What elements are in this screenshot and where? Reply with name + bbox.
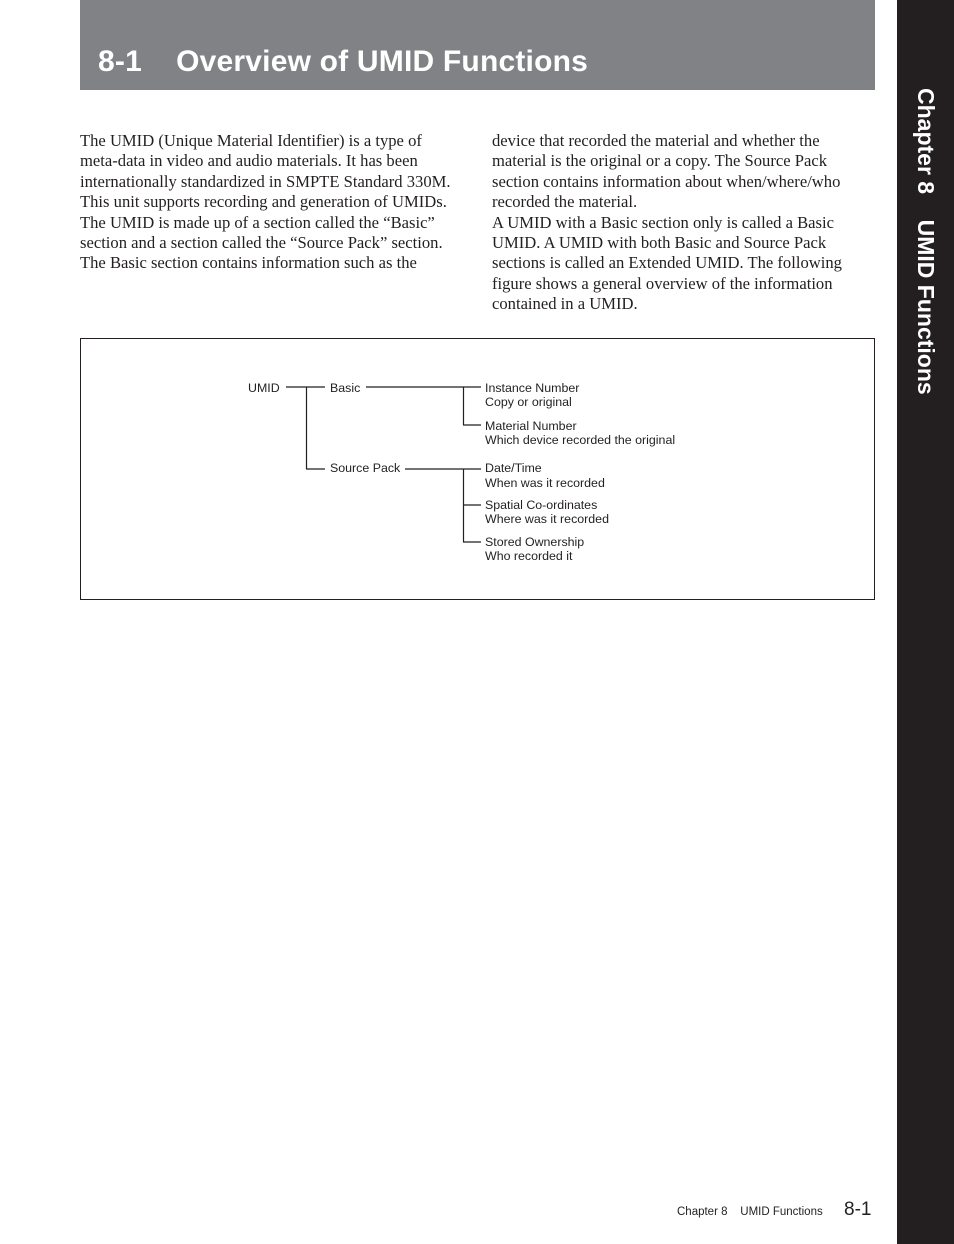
umid-tree-diagram (81, 339, 874, 599)
body-paragraph: The UMID is made up of a section called the “Basic” section and a section called the “Source Pack” section. The Basic section contains information such as the (80, 212, 443, 273)
item-title: Stored Ownership (485, 535, 585, 549)
body-paragraph: The UMID (Unique Material Identifier) is a type of meta-data in video and audio materials. It has been internationally standardized in SMPTE Standard 330M. This unit supports recording and generation of UMIDs. (80, 131, 451, 212)
umid-structure-figure (80, 338, 875, 600)
item-title: Instance Number (485, 381, 580, 395)
item-title: Date/Time (485, 461, 542, 475)
node-basic: Basic (330, 381, 361, 395)
chapter-tab-label: Chapter 8 UMID Functions (913, 88, 939, 395)
node-umid: UMID (248, 381, 280, 395)
item-description: Which device recorded the original (485, 433, 676, 447)
section-title: 8-1 Overview of UMID Functions (98, 45, 589, 78)
item-title: Material Number (485, 419, 577, 433)
item-title: Spatial Co-ordinates (485, 498, 598, 512)
section-header-bar (80, 0, 875, 90)
item-description: Where was it recorded (485, 512, 609, 526)
body-paragraph: A UMID with a Basic section only is called a Basic UMID. A UMID with both Basic and Source Pack sections is called an Extended UMID. The following figure shows a general overview of the information contained in a UMID. (492, 212, 842, 314)
body-column-left (80, 131, 462, 274)
item-description: When was it recorded (485, 476, 605, 490)
body-paragraph: device that recorded the material and whether the material is the original or a copy. The Source Pack section contains information about when/where/who recorded the material. (492, 131, 841, 212)
body-column-right (492, 131, 874, 315)
item-description: Copy or original (485, 395, 572, 409)
chapter-side-tab (897, 0, 954, 1244)
node-source-pack: Source Pack (330, 461, 401, 475)
page-number: 8-1 (844, 1199, 872, 1220)
item-description: Who recorded it (485, 549, 573, 563)
footer-chapter-label: Chapter 8 UMID Functions (677, 1206, 823, 1218)
